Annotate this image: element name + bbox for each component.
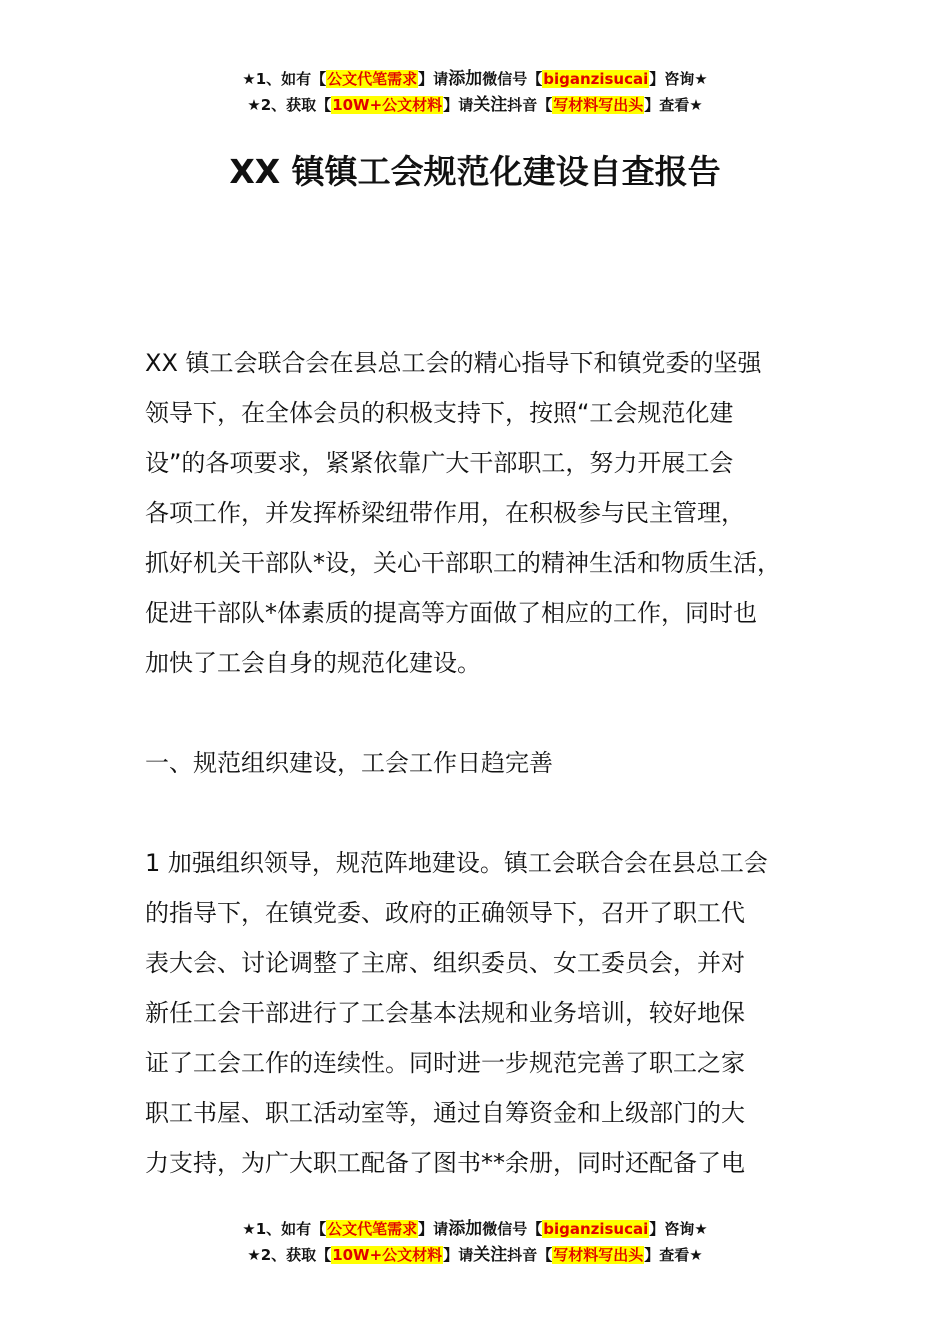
banner-text: ★1、如有【 bbox=[242, 1220, 327, 1238]
text-line: 抓好机关干部队*设，关心干部职工的精神生活和物质生活， bbox=[145, 549, 781, 577]
text-line: 领导下，在全体会员的积极支持下，按照“工会规范化建 bbox=[145, 399, 734, 427]
text-line: 表大会、讨论调整了主席、组织委员、女工委员会，并对 bbox=[145, 949, 745, 977]
text-line: XX 镇工会联合会在县总工会的精心指导下和镇党委的坚强 bbox=[145, 349, 762, 377]
banner-highlight: biganzisucai bbox=[543, 70, 649, 88]
banner-text: 】查看★ bbox=[644, 1246, 703, 1264]
banner-line-2 bbox=[0, 92, 950, 118]
section-heading bbox=[145, 738, 845, 788]
text-line: 的指导下，在镇党委、政府的正确领导下，召开了职工代 bbox=[145, 899, 745, 927]
banner-text: 】查看★ bbox=[644, 96, 703, 114]
banner-text: 】请 bbox=[443, 96, 474, 114]
banner-text: ★2、获取【 bbox=[247, 1246, 332, 1264]
banner-line-1 bbox=[0, 66, 950, 92]
section-heading-text: 一、规范组织建设，工会工作日趋完善 bbox=[145, 749, 553, 777]
banner-emphasis: 添加 bbox=[448, 1219, 483, 1239]
banner-emphasis: 关注 bbox=[473, 95, 508, 115]
banner-emphasis: 关注 bbox=[473, 1245, 508, 1265]
document-title: XX 镇镇工会规范化建设自查报告 bbox=[229, 152, 721, 191]
banner-text: 抖音【 bbox=[507, 96, 553, 114]
banner-text: ★1、如有【 bbox=[242, 70, 327, 88]
banner-text: 】咨询★ bbox=[649, 70, 708, 88]
text-line: 加快了工会自身的规范化建设。 bbox=[145, 649, 481, 677]
banner-text: 微信号【 bbox=[482, 1220, 543, 1238]
banner-text: 微信号【 bbox=[482, 70, 543, 88]
banner-text: 】请 bbox=[443, 1246, 474, 1264]
text-line: 设”的各项要求，紧紧依靠广大干部职工，努力开展工会 bbox=[145, 449, 734, 477]
section-paragraph bbox=[145, 838, 845, 1188]
banner-highlight: 公文代笔需求 bbox=[327, 70, 418, 88]
banner-text: ★2、获取【 bbox=[247, 96, 332, 114]
text-line: 1 加强组织领导，规范阵地建设。镇工会联合会在县总工会 bbox=[145, 849, 768, 877]
banner-highlight: biganzisucai bbox=[543, 1220, 649, 1238]
text-line: 职工书屋、职工活动室等，通过自筹资金和上级部门的大 bbox=[145, 1099, 745, 1127]
banner-emphasis: 添加 bbox=[448, 69, 483, 89]
banner-text: 抖音【 bbox=[507, 1246, 553, 1264]
banner-text: 】请 bbox=[418, 1220, 449, 1238]
banner-highlight: 写材料写出头 bbox=[553, 96, 644, 114]
banner-highlight: 10W+公文材料 bbox=[332, 1246, 443, 1264]
text-line: 新任工会干部进行了工会基本法规和业务培训，较好地保 bbox=[145, 999, 745, 1027]
text-line: 各项工作，并发挥桥梁纽带作用，在积极参与民主管理， bbox=[145, 499, 745, 527]
banner-text: 】请 bbox=[418, 70, 449, 88]
banner-text: 】咨询★ bbox=[649, 1220, 708, 1238]
banner-highlight: 公文代笔需求 bbox=[327, 1220, 418, 1238]
header-banner bbox=[0, 66, 950, 118]
banner-highlight: 写材料写出头 bbox=[553, 1246, 644, 1264]
footer-banner bbox=[0, 1216, 950, 1268]
banner-line-1 bbox=[0, 1216, 950, 1242]
text-line: 力支持，为广大职工配备了图书**余册，同时还配备了电 bbox=[145, 1149, 745, 1177]
intro-paragraph bbox=[145, 338, 845, 688]
banner-highlight: 10W+公文材料 bbox=[332, 96, 443, 114]
text-line: 促进干部队*体素质的提高等方面做了相应的工作，同时也 bbox=[145, 599, 757, 627]
banner-line-2 bbox=[0, 1242, 950, 1268]
text-line: 证了工会工作的连续性。同时进一步规范完善了职工之家 bbox=[145, 1049, 745, 1077]
